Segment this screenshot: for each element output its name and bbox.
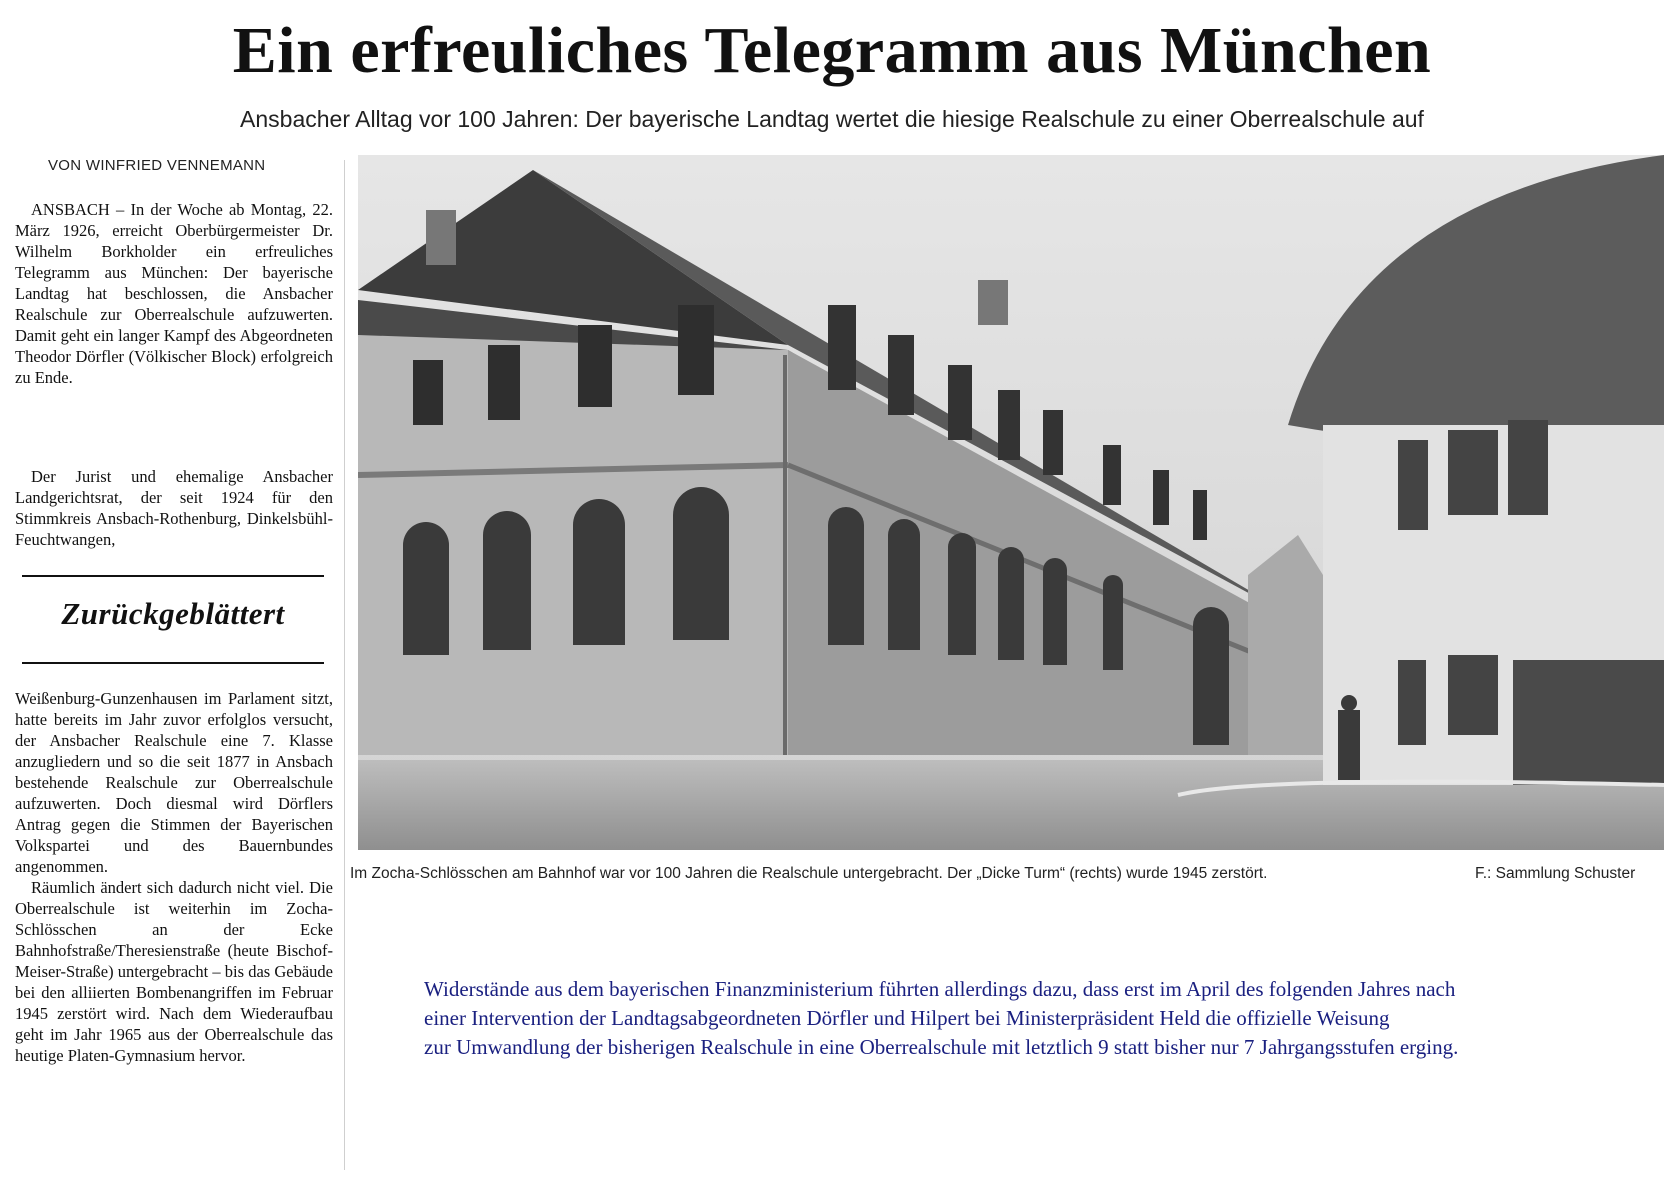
annotation-line-3: zur Umwandlung der bisherigen Realschule in eine Oberrealschule mit letztlich 9 statt bisher nur 7 Jahrgangsstufen erging. [424, 1035, 1459, 1059]
rubric-rule-bottom [22, 662, 324, 664]
rubric-rule-top [22, 575, 324, 577]
paragraph-2: Der Jurist und ehemalige Ansbacher Landgerichtsrat, der seit 1924 für den Stimmkreis Ansbach-Rothenburg, Dinkelsbühl-Feuchtwangen, [15, 467, 333, 549]
article-column-part-2 [15, 466, 333, 550]
byline: VON WINFRIED VENNEMANN [48, 157, 266, 174]
headline: Ein erfreuliches Telegramm aus München [232, 14, 1432, 87]
building-illustration [358, 155, 1664, 850]
article-column-part-3 [15, 688, 333, 1066]
photo-caption-line [350, 865, 1664, 883]
photo-caption: Im Zocha-Schlösschen am Bahnhof war vor 100 Jahren die Realschule untergebracht. Der „Dicke Turm“ (rechts) wurde 1945 zerstört. [350, 865, 1268, 882]
rubric-title: Zurückgeblättert [61, 596, 285, 631]
subheadline: Ansbacher Alltag vor 100 Jahren: Der bayerische Landtag wertet die hiesige Realschule zu einer Oberrealschule auf [240, 106, 1424, 132]
paragraph-3: Weißenburg-Gunzenhausen im Parlament sitzt, hatte bereits im Jahr zuvor erfolglos versucht, der Ansbacher Realschule eine 7. Klasse anzugliedern und so die seit 1877 in Ansbach bestehende Realschule zur Oberrealschule aufzuwerten. Doch diesmal wird Dörflers Antrag gegen die Stimmen der Bayerischen Volkspartei und des Bauernbundes angenommen. [15, 689, 333, 876]
photo-credit: F.: Sammlung Schuster [1475, 865, 1636, 882]
article-column-part-1 [15, 199, 333, 388]
handwritten-style-annotation [424, 975, 1664, 1062]
paragraph-4: Räumlich ändert sich dadurch nicht viel. Die Oberrealschule ist weiterhin im Zocha-Schlösschen an der Ecke Bahnhofstraße/Theresienstraße (heute Bischof-Meiser-Straße) untergebracht – bis das Gebäude bei den alliierten Bombenangriffen im Februar 1945 zerstört wird. Nach dem Wiederaufbau geht im Jahr 1965 aus der Oberrealschule das heutige Platen-Gymnasium hervor. [15, 878, 333, 1065]
annotation-line-1: Widerstände aus dem bayerischen Finanzministerium führten allerdings dazu, dass erst im April des folgenden Jahres nach [424, 977, 1456, 1001]
column-divider [344, 160, 345, 1170]
annotation-line-2: einer Intervention der Landtagsabgeordneten Dörfler und Hilpert bei Ministerpräsident Held die offizielle Weisung [424, 1006, 1390, 1030]
historic-building-photo [358, 155, 1664, 850]
paragraph-1: ANSBACH – In der Woche ab Montag, 22. März 1926, erreicht Oberbürgermeister Dr. Wilhelm Borkholder ein erfreuliches Telegramm aus München: Der bayerische Landtag hat beschlossen, die Ansbacher Realschule zur Oberrealschule aufzuwerten. Damit geht ein langer Kampf des Abgeordneten Theodor Dörfler (Völkischer Block) erfolgreich zu Ende. [15, 200, 333, 387]
